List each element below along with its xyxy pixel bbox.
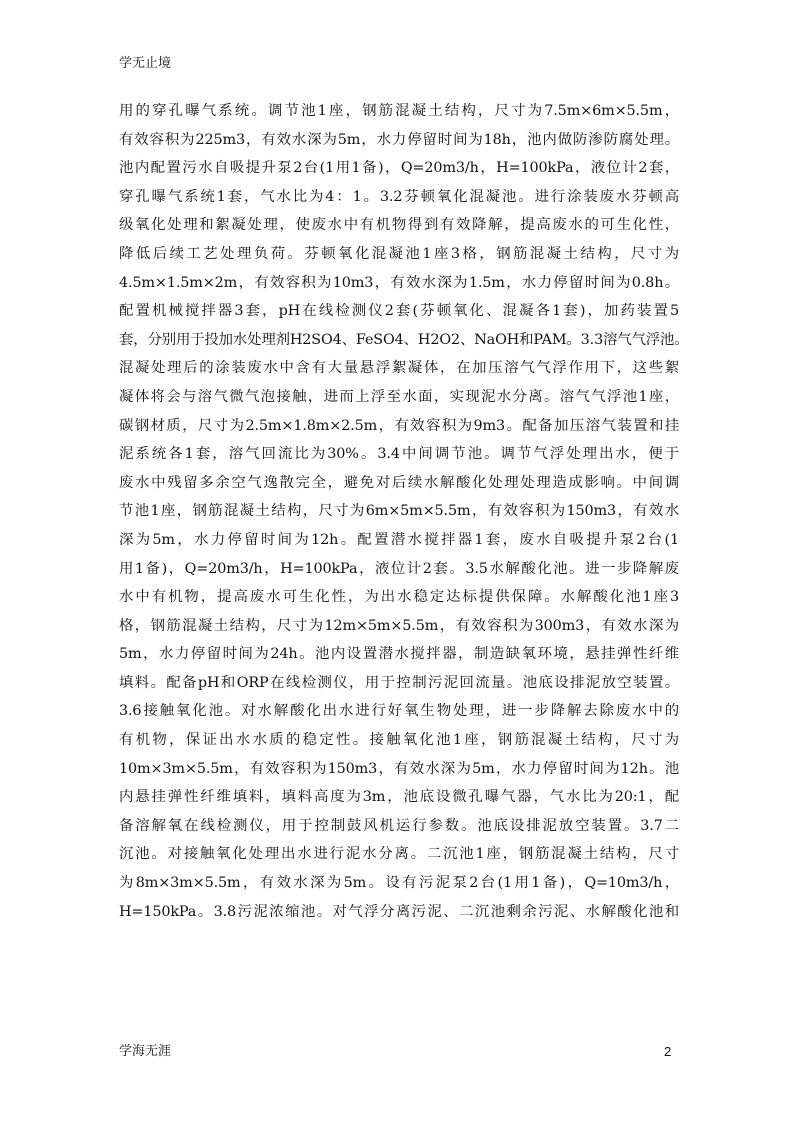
text-line: 用1备)，Q=20m3/h，H=100kPa，液位计2套。3.5水解酸化池。进一步降解废 [119,560,679,577]
text-line: 有机物，保证出水水质的稳定性。接触氧化池1座，钢筋混凝土结构，尺寸为 [119,732,679,749]
page-footer-text: 学海无涯 [119,1044,172,1059]
text-line: 备溶解氧在线检测仪，用于控制鼓风机运行参数。池底设排泥放空装置。3.7二 [119,817,679,834]
text-line: 配置机械搅拌器3套，pH在线检测仪2套(芬顿氧化、混凝各1套)，加药装置5 [119,303,679,320]
body-text [119,97,689,926]
text-line: 级氧化处理和絮凝处理，使废水中有机物得到有效降解，提高废水的可生化性， [119,217,679,234]
text-line: 格，钢筋混凝土结构，尺寸为12m×5m×5.5m，有效容积为300m3，有效水深为 [119,617,679,634]
text-line: 池内配置污水自吸提升泵2台(1用1备)，Q=20m3/h，H=100kPa，液位计2套， [119,160,679,177]
text-line: 凝体将会与溶气微气泡接触，进而上浮至水面，实现泥水分离。溶气气浮池1座， [119,388,679,405]
text-line: 有效容积为225m3，有效水深为5m，水力停留时间为18h，池内做防渗防腐处理。 [119,131,679,148]
text-line: 3.6接触氧化池。对水解酸化出水进行好氧生物处理，进一步降解去除废水中的 [119,703,679,720]
text-line: 10m×3m×5.5m，有效容积为150m3，有效水深为5m，水力停留时间为12h。池 [119,760,679,777]
text-line: 节池1座，钢筋混凝土结构，尺寸为6m×5m×5.5m，有效容积为150m3，有效水 [119,503,679,520]
text-line: 为8m×3m×5.5m，有效水深为5m。设有污泥泵2台(1用1备)，Q=10m3/h， [119,875,679,892]
page-number: 2 [664,1044,672,1059]
text-line: 水中有机物，提高废水可生化性，为出水稳定达标提供保障。水解酸化池1座3 [119,589,679,606]
text-line: 内悬挂弹性纤维填料，填料高度为3m，池底设微孔曝气器，气水比为20:1，配 [119,789,679,806]
text-line: 用的穿孔曝气系统。调节池1座，钢筋混凝土结构，尺寸为7.5m×6m×5.5m， [119,103,679,119]
text-line: 混凝处理后的涂装废水中含有大量悬浮絮凝体，在加压溶气气浮作用下，这些絮 [119,360,679,377]
text-line: 泥系统各1套，溶气回流比为30%。3.4中间调节池。调节气浮处理出水，便于 [119,446,679,463]
text-line: 废水中残留多余空气逸散完全，避免对后续水解酸化处理处理造成影响。中间调 [119,474,679,491]
text-line: 5m，水力停留时间为24h。池内设置潜水搅拌器，制造缺氧环境，悬挂弹性纤维 [119,646,679,663]
text-line: 套，分别用于投加水处理剂H2SO4、FeSO4、H2O2、NaOH和PAM。3.3溶气气浮池。 [119,331,689,348]
text-line: H=150kPa。3.8污泥浓缩池。对气浮分离污泥、二沉池剩余污泥、水解酸化池和 [119,903,679,920]
text-line: 深为5m，水力停留时间为12h。配置潜水搅拌器1套，废水自吸提升泵2台(1 [119,531,679,548]
text-line: 穿孔曝气系统1套，气水比为4：1。3.2芬顿氧化混凝池。进行涂装废水芬顿高 [119,188,679,205]
text-line: 沉池。对接触氧化处理出水进行泥水分离。二沉池1座，钢筋混凝土结构，尺寸 [119,846,679,863]
text-line: 碳钢材质，尺寸为2.5m×1.8m×2.5m，有效容积为9m3。配备加压溶气装置和挂 [119,417,679,434]
text-line: 降低后续工艺处理负荷。芬顿氧化混凝池1座3格，钢筋混凝土结构，尺寸为 [119,245,679,262]
page-header: 学无止境 [119,56,172,71]
text-line: 填料。配备pH和ORP在线检测仪，用于控制污泥回流量。池底设排泥放空装置。 [119,674,679,691]
text-line: 4.5m×1.5m×2m，有效容积为10m3，有效水深为1.5m，水力停留时间为0.8h。 [119,274,679,291]
